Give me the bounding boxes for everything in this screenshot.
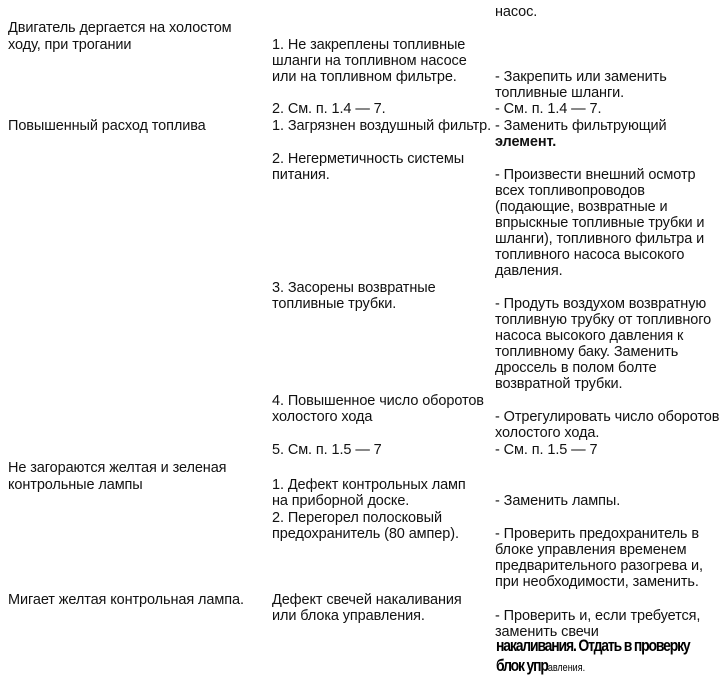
remedy-line: предварительного разогрева и, <box>495 558 703 574</box>
cause-line: топливные трубки. <box>272 296 397 312</box>
cause-line: 5. См. п. 1.5 — 7 <box>272 442 382 458</box>
cause-line: или блока управления. <box>272 608 425 624</box>
remedy-line: - Произвести внешний осмотр <box>495 167 696 183</box>
cause-line: на приборной доске. <box>272 493 410 509</box>
remedy-line: топливную трубку от топливного <box>495 312 712 328</box>
cause-line: 1. Загрязнен воздушный фильтр. <box>272 118 492 134</box>
remedy-line: (подающие, возвратные и <box>495 199 668 215</box>
remedy-line: давления. <box>495 263 563 279</box>
cause-line: 1. Дефект контрольных ламп <box>272 477 466 493</box>
remedy-line: топливного насоса высокого <box>495 247 685 263</box>
cause-line: 2. Негерметичность системы <box>272 151 465 167</box>
remedy-line: при необходимости, заменить. <box>495 574 699 590</box>
overprint-line-2-tail: авления. <box>547 662 586 674</box>
remedy-line: холостого хода. <box>495 425 600 441</box>
symptom-line: контрольные лампы <box>8 477 143 493</box>
symptom-line: Мигает желтая контрольная лампа. <box>8 592 244 608</box>
remedy-line: насоса высокого давления к <box>495 328 684 344</box>
cause-line: 3. Засорены возвратные <box>272 280 436 296</box>
cause-line: 1. Не закреплены топливные <box>272 37 466 53</box>
remedy-line: - Заменить фильтрующий <box>495 118 667 134</box>
remedy-line: возвратной трубки. <box>495 376 623 392</box>
cause-line: 2. Перегорел полосковый <box>272 510 442 526</box>
remedy-line: - Закрепить или заменить <box>495 69 667 85</box>
cause-line: Дефект свечей накаливания <box>272 592 462 608</box>
symptom-line: Повышенный расход топлива <box>8 118 206 134</box>
cause-line: шланги на топливном насосе <box>272 53 467 69</box>
overprint-line-1: накаливания. Отдать в проверку <box>496 636 690 655</box>
overprint-line-2-main: блок упр <box>496 656 548 675</box>
remedy-line: - Продуть воздухом возвратную <box>495 296 707 312</box>
overprint-line-2 <box>496 656 690 678</box>
symptom-line: Двигатель дергается на холостом <box>8 20 232 36</box>
remedy-line: впрыскные топливные трубки и <box>495 215 705 231</box>
cause-line: питания. <box>272 167 330 183</box>
cause-line: или на топливном фильтре. <box>272 69 457 85</box>
remedy-line: - Заменить лампы. <box>495 493 621 509</box>
remedy-line: - Проверить предохранитель в <box>495 526 699 542</box>
remedy-line: заменить свечи <box>495 624 599 640</box>
remedy-line: насос. <box>495 4 538 20</box>
cause-line: 2. См. п. 1.4 — 7. <box>272 101 386 117</box>
remedy-line: всех топливопроводов <box>495 183 645 199</box>
remedy-line: топливному баку. Заменить <box>495 344 679 360</box>
remedy-line: топливные шланги. <box>495 85 625 101</box>
remedy-line: - См. п. 1.4 — 7. <box>495 101 602 117</box>
remedy-line: - Отрегулировать число оборотов <box>495 409 720 425</box>
remedy-line: шланги), топливного фильтра и <box>495 231 705 247</box>
remedy-line: элемент. <box>495 134 557 150</box>
remedy-line: - См. п. 1.5 — 7 <box>495 442 598 458</box>
cause-line: предохранитель (80 ампер). <box>272 526 459 542</box>
overprint-text <box>496 636 690 678</box>
cause-line: холостого хода <box>272 409 373 425</box>
remedy-line: - Проверить и, если требуется, <box>495 608 701 624</box>
symptom-line: ходу, при трогании <box>8 37 132 53</box>
remedy-line: блоке управления временем <box>495 542 687 558</box>
symptom-line: Не загораются желтая и зеленая <box>8 460 227 476</box>
remedy-line: дроссель в полом болте <box>495 360 657 376</box>
cause-line: 4. Повышенное число оборотов <box>272 393 484 409</box>
